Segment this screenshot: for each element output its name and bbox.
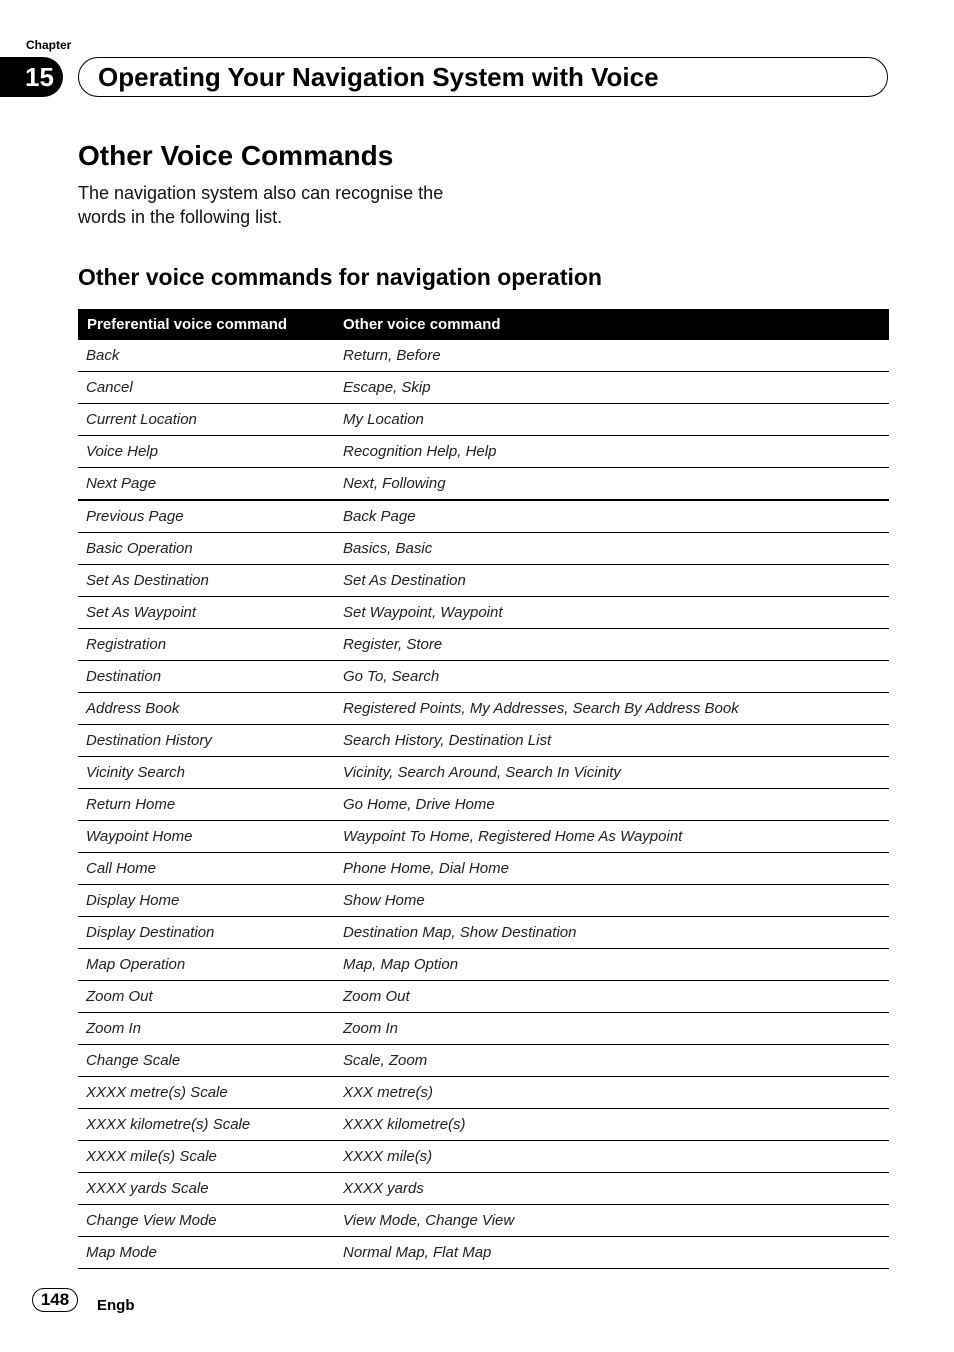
table-row [78, 629, 889, 661]
table-row [78, 1173, 889, 1205]
table-row [78, 436, 889, 468]
preferential-command-cell: XXXX metre(s) Scale [78, 1077, 335, 1109]
preferential-command-cell: Zoom In [78, 1013, 335, 1045]
preferential-command-cell: XXXX yards Scale [78, 1173, 335, 1205]
table-row [78, 533, 889, 565]
intro-paragraph: The navigation system also can recognise the words in the following list. [78, 183, 444, 227]
other-command-cell: XXXX mile(s) [335, 1141, 889, 1173]
table-row [78, 757, 889, 789]
preferential-command-cell: Change Scale [78, 1045, 335, 1077]
table-row [78, 404, 889, 436]
other-command-cell: Go To, Search [335, 661, 889, 693]
table-row [78, 693, 889, 725]
preferential-command-cell: Vicinity Search [78, 757, 335, 789]
other-command-cell: Next, Following [335, 468, 889, 501]
preferential-command-cell: Call Home [78, 853, 335, 885]
table-row [78, 661, 889, 693]
preferential-command-cell: Set As Destination [78, 565, 335, 597]
preferential-command-cell: XXXX mile(s) Scale [78, 1141, 335, 1173]
preferential-command-cell: Zoom Out [78, 981, 335, 1013]
table-row [78, 1077, 889, 1109]
other-command-cell: Zoom Out [335, 981, 889, 1013]
language-code: Engb [97, 1297, 135, 1314]
preferential-command-cell: Display Home [78, 885, 335, 917]
other-command-cell: Set As Destination [335, 565, 889, 597]
other-command-cell: Normal Map, Flat Map [335, 1237, 889, 1269]
other-command-cell: XXX metre(s) [335, 1077, 889, 1109]
preferential-command-cell: Waypoint Home [78, 821, 335, 853]
table-row [78, 565, 889, 597]
other-command-cell: Map, Map Option [335, 949, 889, 981]
preferential-command-cell: Set As Waypoint [78, 597, 335, 629]
table-header-row [78, 309, 889, 340]
table-row [78, 949, 889, 981]
other-command-cell: Recognition Help, Help [335, 436, 889, 468]
other-command-cell: Vicinity, Search Around, Search In Vicinity [335, 757, 889, 789]
preferential-command-cell: Map Operation [78, 949, 335, 981]
other-command-cell: Return, Before [335, 340, 889, 372]
preferential-command-cell: XXXX kilometre(s) Scale [78, 1109, 335, 1141]
preferential-command-cell: Display Destination [78, 917, 335, 949]
chapter-title-box [78, 57, 888, 97]
other-command-cell: View Mode, Change View [335, 1205, 889, 1237]
voice-command-table [78, 309, 889, 1269]
other-command-cell: Register, Store [335, 629, 889, 661]
preferential-command-cell: Change View Mode [78, 1205, 335, 1237]
preferential-command-cell: Address Book [78, 693, 335, 725]
other-command-cell: Escape, Skip [335, 372, 889, 404]
table-row [78, 1141, 889, 1173]
other-command-cell: My Location [335, 404, 889, 436]
table-row [78, 981, 889, 1013]
preferential-command-cell: Destination History [78, 725, 335, 757]
column-header-preferential: Preferential voice command [78, 309, 335, 340]
other-command-cell: Set Waypoint, Waypoint [335, 597, 889, 629]
preferential-command-cell: Basic Operation [78, 533, 335, 565]
other-command-cell: Phone Home, Dial Home [335, 853, 889, 885]
table-row [78, 1237, 889, 1269]
table-row [78, 789, 889, 821]
preferential-command-cell: Previous Page [78, 500, 335, 533]
table-row [78, 372, 889, 404]
table-row [78, 597, 889, 629]
preferential-command-cell: Return Home [78, 789, 335, 821]
other-command-cell: Scale, Zoom [335, 1045, 889, 1077]
table-row [78, 340, 889, 372]
chapter-label: Chapter [26, 38, 72, 52]
other-command-cell: Basics, Basic [335, 533, 889, 565]
other-command-cell: Show Home [335, 885, 889, 917]
table-row [78, 1109, 889, 1141]
preferential-command-cell: Back [78, 340, 335, 372]
preferential-command-cell: Current Location [78, 404, 335, 436]
preferential-command-cell: Destination [78, 661, 335, 693]
table-row [78, 853, 889, 885]
column-header-other: Other voice command [335, 309, 889, 340]
preferential-command-cell: Map Mode [78, 1237, 335, 1269]
preferential-command-cell: Registration [78, 629, 335, 661]
page-number: 148 [32, 1288, 78, 1312]
preferential-command-cell: Cancel [78, 372, 335, 404]
section-title: Other voice commands for navigation operation [78, 264, 602, 290]
preferential-command-cell: Next Page [78, 468, 335, 501]
other-command-cell: XXXX kilometre(s) [335, 1109, 889, 1141]
table-row [78, 821, 889, 853]
other-command-cell: Go Home, Drive Home [335, 789, 889, 821]
table-row [78, 917, 889, 949]
preferential-command-cell: Voice Help [78, 436, 335, 468]
table-row [78, 885, 889, 917]
table-row [78, 1013, 889, 1045]
other-command-cell: XXXX yards [335, 1173, 889, 1205]
chapter-title: Operating Your Navigation System with Voice [98, 62, 659, 92]
chapter-number-tab: 15 [0, 57, 63, 97]
page-title: Other Voice Commands [78, 140, 394, 171]
table-row [78, 500, 889, 533]
table-row [78, 1205, 889, 1237]
table-row [78, 1045, 889, 1077]
other-command-cell: Search History, Destination List [335, 725, 889, 757]
other-command-cell: Back Page [335, 500, 889, 533]
table-row [78, 725, 889, 757]
other-command-cell: Registered Points, My Addresses, Search By Address Book [335, 693, 889, 725]
table-row [78, 468, 889, 501]
other-command-cell: Zoom In [335, 1013, 889, 1045]
other-command-cell: Destination Map, Show Destination [335, 917, 889, 949]
other-command-cell: Waypoint To Home, Registered Home As Waypoint [335, 821, 889, 853]
